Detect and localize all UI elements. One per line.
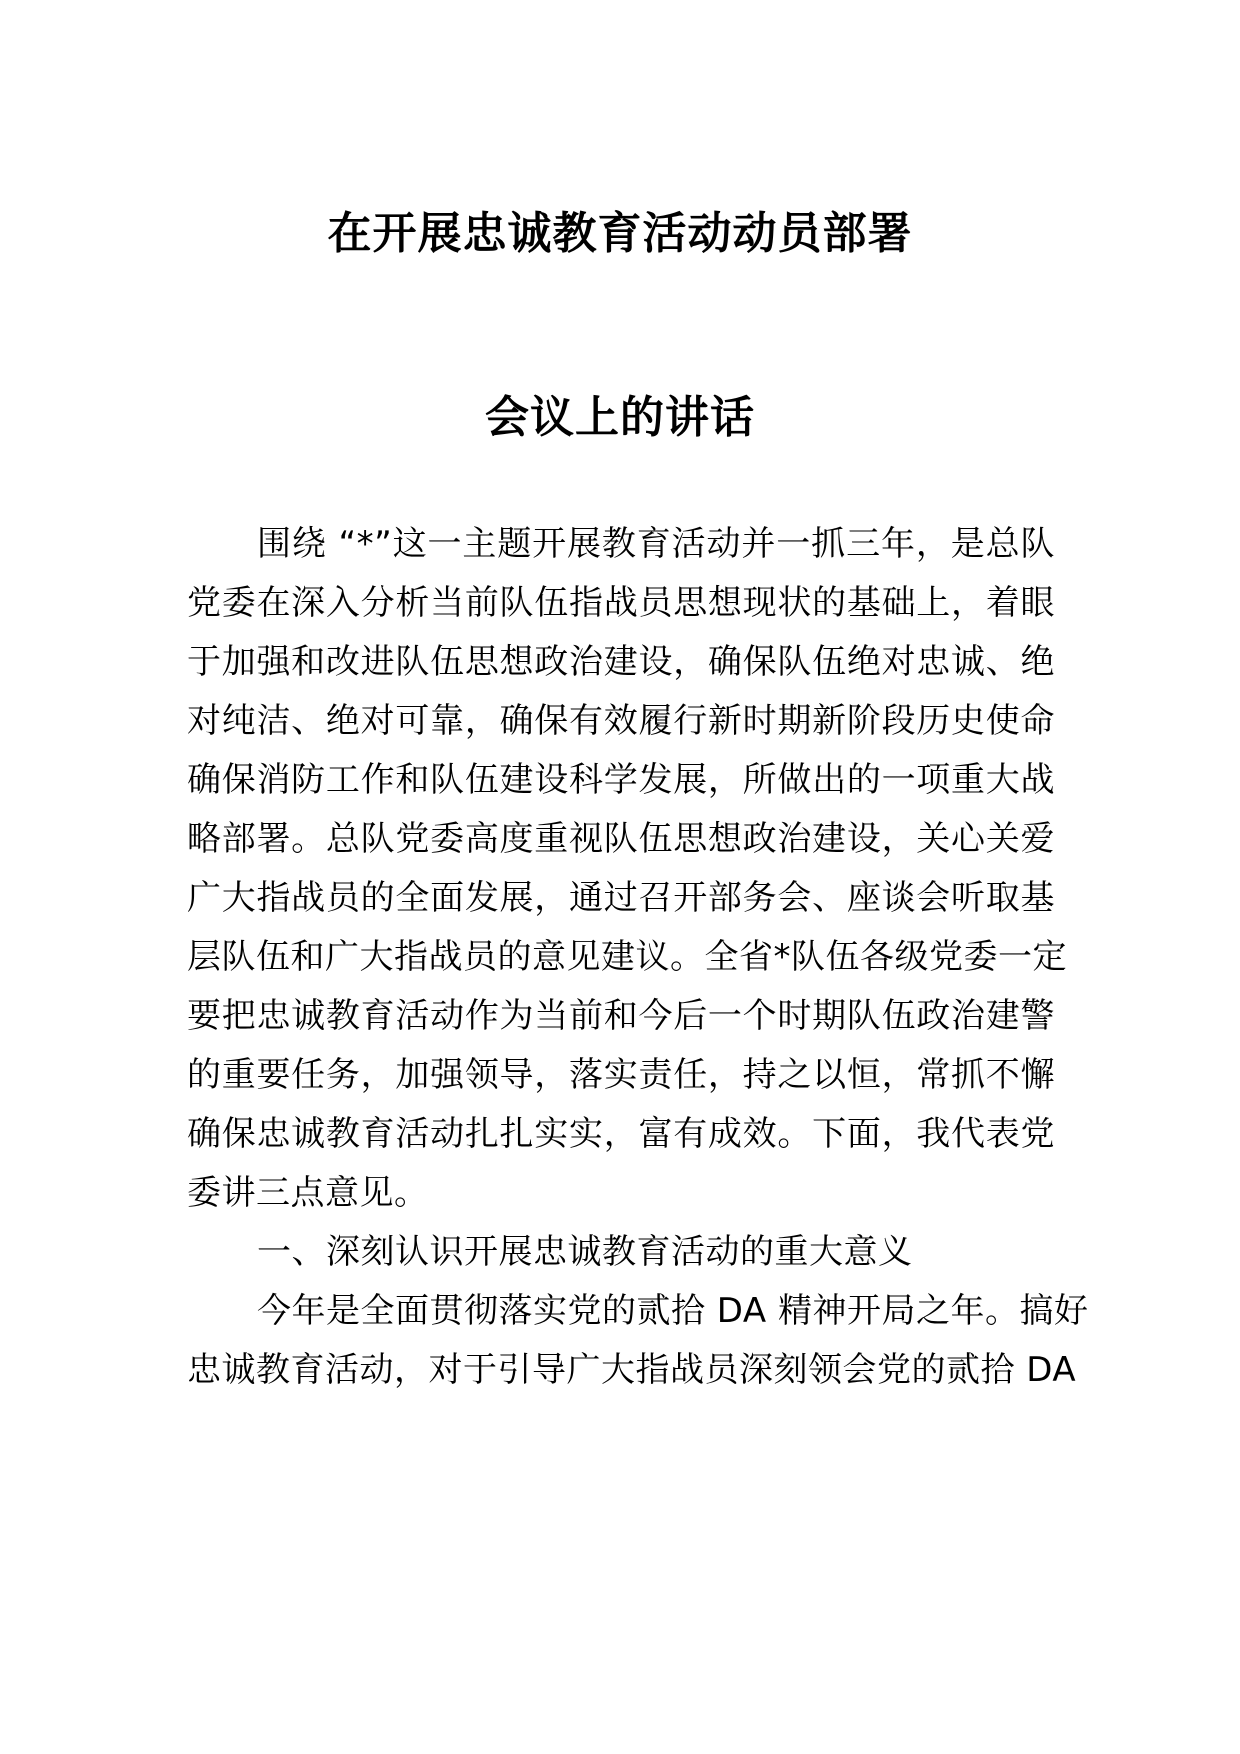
paragraph-line: 忠诚教育活动，对于引导广大指战员深刻领会党的贰拾 DA: [187, 1350, 1077, 1390]
paragraph-line: 广大指战员的全面发展，通过召开部务会、座谈会听取基: [187, 878, 1055, 918]
paragraph-line: 确保消防工作和队伍建设科学发展，所做出的一项重大战: [187, 760, 1055, 800]
paragraph-line: 的重要任务，加强领导，落实责任，持之以恒，常抓不懈: [187, 1055, 1055, 1095]
document-title-line-2: 会议上的讲话: [485, 392, 755, 443]
paragraph-line: 围绕 “*”这一主题开展教育活动并一抓三年，是总队: [257, 524, 1055, 564]
paragraph-line: 今年是全面贯彻落实党的贰拾 DA 精神开局之年。搞好: [257, 1291, 1089, 1331]
paragraph-line: 要把忠诚教育活动作为当前和今后一个时期队伍政治建警: [187, 996, 1055, 1036]
paragraph-line: 略部署。总队党委高度重视队伍思想政治建设，关心关爱: [187, 819, 1055, 859]
paragraph-line: 于加强和改进队伍思想政治建设，确保队伍绝对忠诚、绝: [187, 642, 1055, 682]
paragraph-line: 委讲三点意见。: [187, 1173, 429, 1213]
document-title-line-1: 在开展忠诚教育活动动员部署: [327, 208, 913, 259]
paragraph-line: 党委在深入分析当前队伍指战员思想现状的基础上，着眼: [187, 583, 1055, 623]
section-heading: 一、深刻认识开展忠诚教育活动的重大意义: [257, 1232, 913, 1272]
paragraph-line: 确保忠诚教育活动扎扎实实，富有成效。下面，我代表党: [187, 1114, 1055, 1154]
paragraph-line: 对纯洁、绝对可靠，确保有效履行新时期新阶段历史使命: [187, 701, 1055, 741]
paragraph-line: 层队伍和广大指战员的意见建议。全省*队伍各级党委一定: [187, 937, 1067, 977]
